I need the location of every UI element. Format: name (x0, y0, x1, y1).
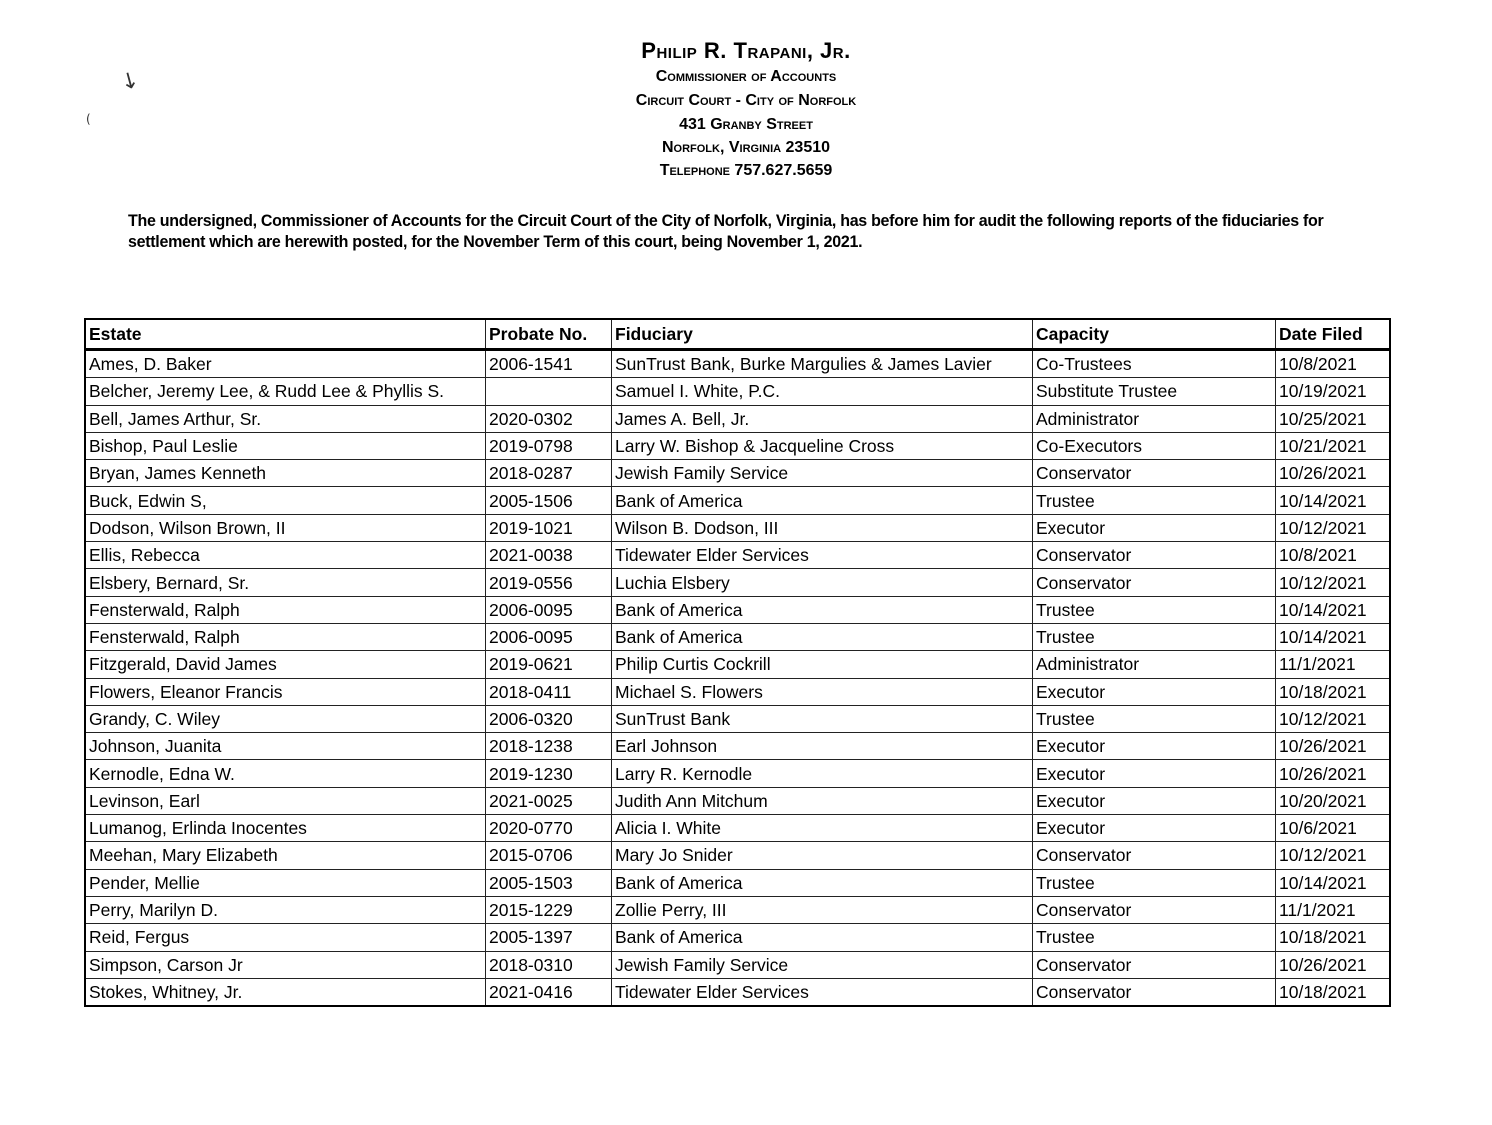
date-filed-cell: 10/18/2021 (1276, 924, 1391, 951)
fiduciary-cell: James A. Bell, Jr. (612, 405, 1033, 432)
capacity-cell: Conservator (1033, 569, 1276, 596)
estate-cell: Belcher, Jeremy Lee, & Rudd Lee & Phyllis S. (85, 378, 486, 405)
probate-no-cell: 2021-0038 (486, 542, 612, 569)
date-filed-cell: 11/1/2021 (1276, 651, 1391, 678)
estate-cell: Simpson, Carson Jr (85, 951, 486, 978)
estate-cell: Reid, Fergus (85, 924, 486, 951)
estate-cell: Bell, James Arthur, Sr. (85, 405, 486, 432)
fiduciary-cell: Tidewater Elder Services (612, 978, 1033, 1006)
fiduciary-cell: Bank of America (612, 623, 1033, 650)
probate-no-cell: 2018-0411 (486, 678, 612, 705)
table-row (85, 678, 1390, 705)
probate-no-cell (486, 378, 612, 405)
probate-no-cell: 2018-1238 (486, 733, 612, 760)
table-row (85, 623, 1390, 650)
capacity-cell: Executor (1033, 760, 1276, 787)
capacity-cell: Trustee (1033, 487, 1276, 514)
table-row (85, 733, 1390, 760)
date-filed-cell: 10/19/2021 (1276, 378, 1391, 405)
date-filed-cell: 10/12/2021 (1276, 514, 1391, 541)
capacity-cell: Executor (1033, 815, 1276, 842)
estate-cell: Flowers, Eleanor Francis (85, 678, 486, 705)
estate-cell: Pender, Mellie (85, 869, 486, 896)
capacity-cell: Trustee (1033, 924, 1276, 951)
fiduciary-cell: Judith Ann Mitchum (612, 787, 1033, 814)
capacity-cell: Conservator (1033, 951, 1276, 978)
capacity-cell: Conservator (1033, 896, 1276, 923)
probate-no-cell: 2006-0320 (486, 705, 612, 732)
date-filed-cell: 10/14/2021 (1276, 487, 1391, 514)
date-filed-cell: 10/8/2021 (1276, 350, 1391, 378)
capacity-cell: Co-Executors (1033, 432, 1276, 459)
fiduciary-cell: Mary Jo Snider (612, 842, 1033, 869)
capacity-cell: Conservator (1033, 842, 1276, 869)
city-address: Norfolk, Virginia 23510 (661, 139, 831, 156)
table-row (85, 842, 1390, 869)
estate-cell: Fensterwald, Ralph (85, 623, 486, 650)
table-row (85, 787, 1390, 814)
table-row (85, 487, 1390, 514)
probate-no-cell: 2015-1229 (486, 896, 612, 923)
table-header-row (85, 319, 1390, 350)
probate-no-cell: 2005-1503 (486, 869, 612, 896)
table-row (85, 705, 1390, 732)
capacity-cell: Conservator (1033, 542, 1276, 569)
street-address: 431 Granby Street (679, 116, 813, 133)
probate-no-cell: 2021-0416 (486, 978, 612, 1006)
probate-no-cell: 2018-0287 (486, 460, 612, 487)
date-filed-cell: 10/18/2021 (1276, 678, 1391, 705)
commissioner-title: Commissioner of Accounts (655, 68, 837, 85)
estate-cell: Bishop, Paul Leslie (85, 432, 486, 459)
fiduciary-reports-table (84, 318, 1391, 1007)
table-row (85, 514, 1390, 541)
estate-cell: Kernodle, Edna W. (85, 760, 486, 787)
date-filed-cell: 10/14/2021 (1276, 623, 1391, 650)
probate-no-cell: 2019-1021 (486, 514, 612, 541)
date-filed-cell: 10/12/2021 (1276, 705, 1391, 732)
fiduciary-cell: Bank of America (612, 924, 1033, 951)
estate-cell: Johnson, Juanita (85, 733, 486, 760)
date-filed-cell: 10/25/2021 (1276, 405, 1391, 432)
date-filed-cell: 10/21/2021 (1276, 432, 1391, 459)
date-filed-cell: 10/6/2021 (1276, 815, 1391, 842)
fiduciary-cell: Bank of America (612, 869, 1033, 896)
table-row (85, 350, 1390, 378)
header-estate: Estate (85, 319, 486, 350)
probate-no-cell: 2005-1506 (486, 487, 612, 514)
table-row (85, 542, 1390, 569)
header-capacity: Capacity (1033, 319, 1276, 350)
probate-no-cell: 2006-0095 (486, 596, 612, 623)
fiduciary-cell: Michael S. Flowers (612, 678, 1033, 705)
capacity-cell: Administrator (1033, 651, 1276, 678)
capacity-cell: Executor (1033, 787, 1276, 814)
scan-mark-icon: ↘ (114, 65, 144, 96)
telephone: Telephone 757.627.5659 (659, 162, 833, 179)
fiduciary-cell: Larry W. Bishop & Jacqueline Cross (612, 432, 1033, 459)
fiduciary-cell: Jewish Family Service (612, 460, 1033, 487)
table-row (85, 978, 1390, 1006)
estate-cell: Elsbery, Bernard, Sr. (85, 569, 486, 596)
table-row (85, 460, 1390, 487)
estate-cell: Ames, D. Baker (85, 350, 486, 378)
fiduciary-cell: SunTrust Bank, Burke Margulies & James Lavier (612, 350, 1033, 378)
date-filed-cell: 10/14/2021 (1276, 869, 1391, 896)
header-probate-no: Probate No. (486, 319, 612, 350)
date-filed-cell: 10/12/2021 (1276, 569, 1391, 596)
probate-no-cell: 2021-0025 (486, 787, 612, 814)
fiduciary-cell: Bank of America (612, 596, 1033, 623)
capacity-cell: Trustee (1033, 869, 1276, 896)
date-filed-cell: 11/1/2021 (1276, 896, 1391, 923)
fiduciary-cell: Tidewater Elder Services (612, 542, 1033, 569)
header-fiduciary: Fiduciary (612, 319, 1033, 350)
capacity-cell: Trustee (1033, 623, 1276, 650)
probate-no-cell: 2005-1397 (486, 924, 612, 951)
capacity-cell: Trustee (1033, 705, 1276, 732)
probate-no-cell: 2019-1230 (486, 760, 612, 787)
capacity-cell: Executor (1033, 733, 1276, 760)
fiduciary-cell: Zollie Perry, III (612, 896, 1033, 923)
fiduciary-cell: SunTrust Bank (612, 705, 1033, 732)
estate-cell: Fensterwald, Ralph (85, 596, 486, 623)
table-row (85, 432, 1390, 459)
probate-no-cell: 2015-0706 (486, 842, 612, 869)
estate-cell: Grandy, C. Wiley (85, 705, 486, 732)
probate-no-cell: 2020-0770 (486, 815, 612, 842)
date-filed-cell: 10/8/2021 (1276, 542, 1391, 569)
estate-cell: Ellis, Rebecca (85, 542, 486, 569)
fiduciary-cell: Luchia Elsbery (612, 569, 1033, 596)
estate-cell: Stokes, Whitney, Jr. (85, 978, 486, 1006)
probate-no-cell: 2006-0095 (486, 623, 612, 650)
fiduciary-cell: Larry R. Kernodle (612, 760, 1033, 787)
capacity-cell: Substitute Trustee (1033, 378, 1276, 405)
table-row (85, 405, 1390, 432)
estate-cell: Bryan, James Kenneth (85, 460, 486, 487)
fiduciary-cell: Bank of America (612, 487, 1033, 514)
probate-no-cell: 2019-0798 (486, 432, 612, 459)
date-filed-cell: 10/18/2021 (1276, 978, 1391, 1006)
commissioner-name: Philip R. Trapani, Jr. (641, 38, 851, 63)
probate-no-cell: 2019-0621 (486, 651, 612, 678)
estate-cell: Perry, Marilyn D. (85, 896, 486, 923)
estate-cell: Fitzgerald, David James (85, 651, 486, 678)
table-row (85, 378, 1390, 405)
fiduciary-cell: Philip Curtis Cockrill (612, 651, 1033, 678)
date-filed-cell: 10/26/2021 (1276, 951, 1391, 978)
date-filed-cell: 10/26/2021 (1276, 460, 1391, 487)
header-date-filed: Date Filed (1276, 319, 1391, 350)
probate-no-cell: 2006-1541 (486, 350, 612, 378)
capacity-cell: Administrator (1033, 405, 1276, 432)
date-filed-cell: 10/12/2021 (1276, 842, 1391, 869)
table-row (85, 869, 1390, 896)
fiduciary-cell: Alicia I. White (612, 815, 1033, 842)
table-row (85, 596, 1390, 623)
fiduciary-cell: Wilson B. Dodson, III (612, 514, 1033, 541)
fiduciary-cell: Samuel I. White, P.C. (612, 378, 1033, 405)
estate-cell: Buck, Edwin S, (85, 487, 486, 514)
capacity-cell: Executor (1033, 514, 1276, 541)
probate-no-cell: 2018-0310 (486, 951, 612, 978)
date-filed-cell: 10/26/2021 (1276, 760, 1391, 787)
fiduciary-cell: Jewish Family Service (612, 951, 1033, 978)
table-row (85, 760, 1390, 787)
intro-paragraph: The undersigned, Commissioner of Accounts for the Circuit Court of the City of Norfolk, Virginia, has before him for audit the following reports of the fiduciaries for settlement which are herewith posted, for the November Term of this court, being November 1, 2021. (128, 212, 1324, 251)
probate-no-cell: 2020-0302 (486, 405, 612, 432)
table-row (85, 896, 1390, 923)
estate-cell: Meehan, Mary Elizabeth (85, 842, 486, 869)
capacity-cell: Trustee (1033, 596, 1276, 623)
table-row (85, 569, 1390, 596)
capacity-cell: Conservator (1033, 460, 1276, 487)
date-filed-cell: 10/20/2021 (1276, 787, 1391, 814)
capacity-cell: Co-Trustees (1033, 350, 1276, 378)
court-name: Circuit Court - City of Norfolk (635, 92, 857, 109)
table-row (85, 951, 1390, 978)
table-row (85, 924, 1390, 951)
estate-cell: Dodson, Wilson Brown, II (85, 514, 486, 541)
capacity-cell: Conservator (1033, 978, 1276, 1006)
fiduciary-cell: Earl Johnson (612, 733, 1033, 760)
estate-cell: Levinson, Earl (85, 787, 486, 814)
date-filed-cell: 10/14/2021 (1276, 596, 1391, 623)
table-row (85, 651, 1390, 678)
scan-speck-icon: ( (86, 112, 91, 126)
probate-no-cell: 2019-0556 (486, 569, 612, 596)
estate-cell: Lumanog, Erlinda Inocentes (85, 815, 486, 842)
date-filed-cell: 10/26/2021 (1276, 733, 1391, 760)
capacity-cell: Executor (1033, 678, 1276, 705)
table-row (85, 815, 1390, 842)
